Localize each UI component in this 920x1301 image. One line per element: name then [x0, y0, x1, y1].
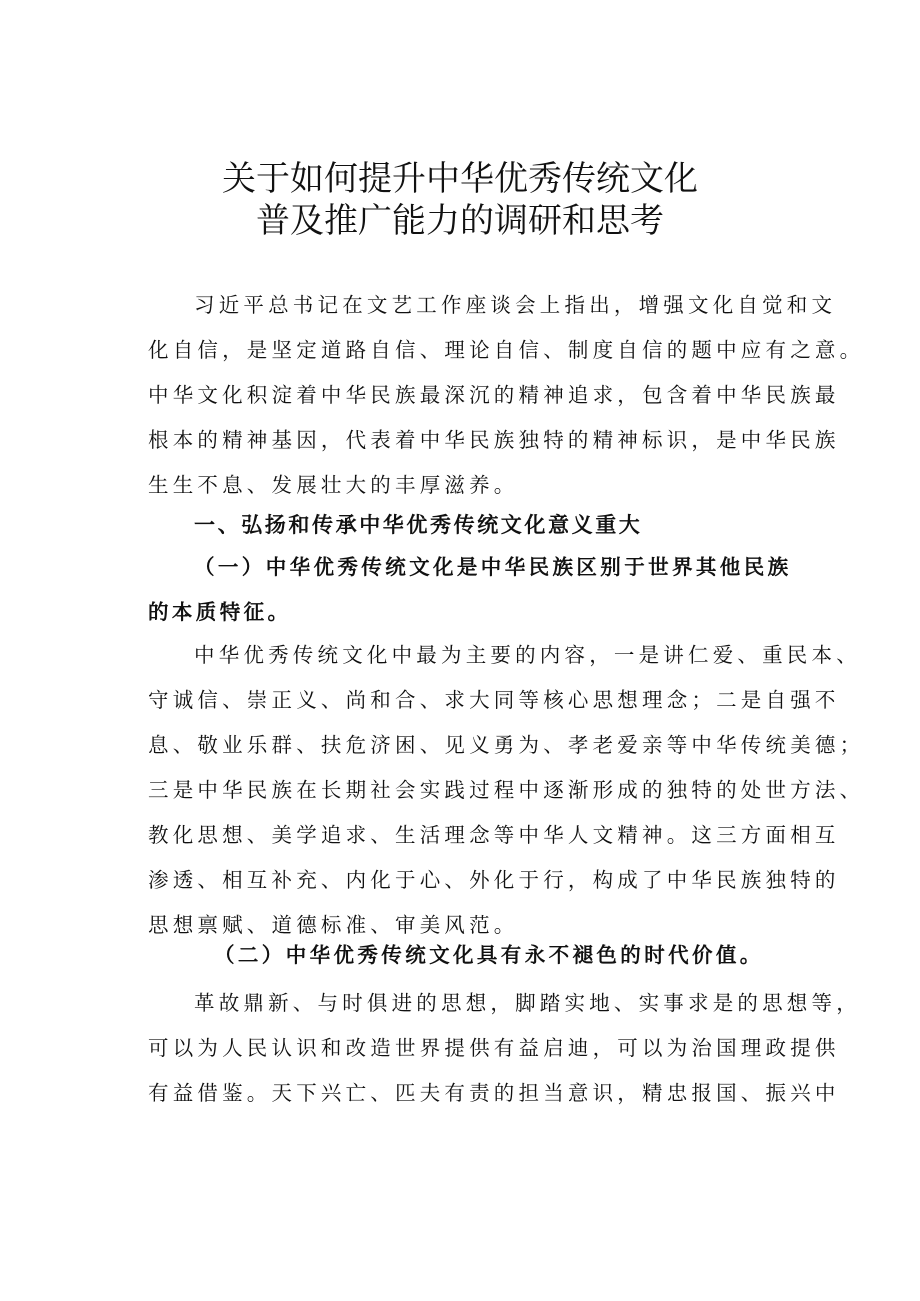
- subsection-heading-2: [148, 933, 808, 978]
- paragraph-line: 息、敬业乐群、扶危济困、见义勇为、孝老爱亲等中华传统美德；: [148, 733, 865, 757]
- paragraph-line: 思想禀赋、道德标准、审美风范。: [148, 913, 519, 937]
- heading-line: 的本质特征。: [148, 600, 292, 624]
- intro-paragraph: [148, 283, 865, 508]
- subsection-1-paragraph: [148, 633, 865, 948]
- document-title-line-2: 普及推广能力的调研和思考: [256, 201, 664, 241]
- paragraph-line: 生生不息、发展壮大的丰厚滋养。: [148, 473, 519, 497]
- subsection-2-paragraph: [148, 981, 861, 1116]
- paragraph-line: 有益借鉴。天下兴亡、匹夫有责的担当意识，精忠报国、振兴中: [148, 1081, 840, 1105]
- document-title-line-1: 关于如何提升中华优秀传统文化: [222, 159, 698, 199]
- paragraph-line: 习近平总书记在文艺工作座谈会上指出，增强文化自觉和文: [194, 293, 837, 317]
- paragraph-line: 中华优秀传统文化中最为主要的内容，一是讲仁爱、重民本、: [194, 643, 861, 667]
- paragraph-line: 渗透、相互补充、内化于心、外化于行，构成了中华民族独特的: [148, 868, 840, 892]
- paragraph-line: 可以为人民认识和改造世界提供有益启迪，可以为治国理政提供: [148, 1036, 840, 1060]
- subsection-heading-1: [148, 545, 808, 635]
- section-heading-1: 一、弘扬和传承中华优秀传统文化意义重大: [194, 513, 643, 537]
- paragraph-line: 守诚信、崇正义、尚和合、求大同等核心思想理念；二是自强不: [148, 688, 840, 712]
- paragraph-line: 化自信，是坚定道路自信、理论自信、制度自信的题中应有之意。: [148, 338, 865, 362]
- paragraph-line: 教化思想、美学追求、生活理念等中华人文精神。这三方面相互: [148, 823, 840, 847]
- heading-line: （一）中华优秀传统文化是中华民族区别于世界其他民族: [194, 555, 792, 579]
- paragraph-line: 中华文化积淀着中华民族最深沉的精神追求，包含着中华民族最: [148, 383, 840, 407]
- paragraph-line: 三是中华民族在长期社会实践过程中逐渐形成的独特的处世方法、: [148, 778, 865, 802]
- paragraph-line: 根本的精神基因，代表着中华民族独特的精神标识，是中华民族: [148, 428, 840, 452]
- paragraph-line: 革故鼎新、与时俱进的思想，脚踏实地、实事求是的思想等，: [194, 991, 861, 1015]
- heading-line: （二）中华优秀传统文化具有永不褪色的时代价值。: [214, 943, 764, 967]
